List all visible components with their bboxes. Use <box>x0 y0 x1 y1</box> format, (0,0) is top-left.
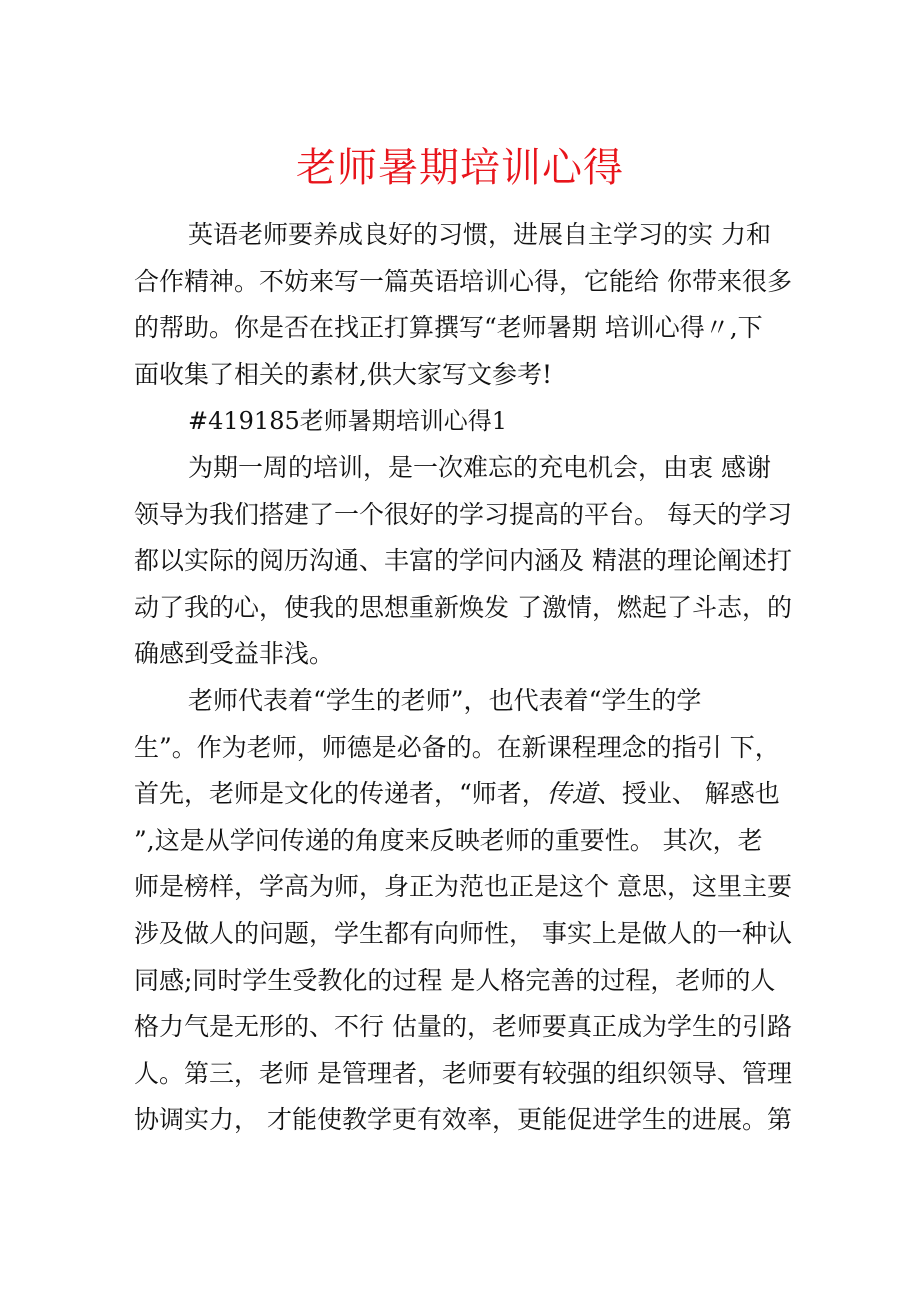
text-line: 生”。作为老师，师德是必备的。在新课程理念的指引 下， <box>134 732 780 762</box>
text-line: 动了我的心，使我的思想重新焕发 了激情，燃起了斗志，的 <box>134 592 792 622</box>
text-segment: 首先，老师是文化的传递者，“师者， <box>134 779 547 809</box>
italic-text: 传道 <box>546 779 597 809</box>
text-segment: 、授业、 解惑也 <box>596 779 780 809</box>
text-line: 英语老师要养成良好的习惯，进展自主学习的实 力和 <box>188 220 771 249</box>
document-body <box>134 212 794 1144</box>
text-line: 为期一周的培训，是一次难忘的充电机会，由衷 感谢 <box>188 452 771 482</box>
intro-paragraph <box>134 212 794 398</box>
paragraph-1 <box>134 445 794 678</box>
section-heading-block <box>134 398 794 445</box>
section-heading: #419185老师暑期培训心得1 <box>188 407 507 436</box>
paragraph-2 <box>134 678 794 1144</box>
text-line: 确感到受益非浅。 <box>134 639 335 669</box>
text-line: 老师代表着“学生的老师”，也代表着“学生的学 <box>188 685 702 715</box>
text-line: 人。第三，老师 是管理者，老师要有较强的组织领导、管理 <box>134 1058 792 1088</box>
text-line: 的帮助。你是否在找正打算撰写“老师暑期 培训心得〃,下 <box>134 313 763 343</box>
text-line: 面收集了相关的素材,供大家写文参考! <box>134 359 552 389</box>
text-line: 格力气是无形的、不行 估量的，老师要真正成为学生的引路 <box>134 1012 792 1042</box>
text-line: 领导为我们搭建了一个很好的学习提高的平台。 每天的学习 <box>134 499 792 529</box>
text-line: 都以实际的阅历沟通、丰富的学问内涵及 精湛的理论阐述打 <box>134 546 792 576</box>
text-line: 师是榜样，学高为师，身正为范也正是这个 意思，这里主要 <box>134 872 792 902</box>
text-line: 协调实力， 才能使教学更有效率，更能促进学生的进展。第 <box>134 1105 792 1135</box>
page-title: 老师暑期培训心得 <box>296 145 624 191</box>
text-line: ”,这是从学问传递的角度来反映老师的重要性。 其次，老 <box>134 825 763 855</box>
text-line: 同感;同时学生受教化的过程 是人格完善的过程，老师的人 <box>134 965 776 995</box>
text-line <box>134 771 794 818</box>
text-line: 涉及做人的问题，学生都有向师性， 事实上是做人的一种认 <box>134 918 792 948</box>
text-line: 合作精神。不妨来写一篇英语培训心得，它能给 你带来很多 <box>134 266 792 296</box>
